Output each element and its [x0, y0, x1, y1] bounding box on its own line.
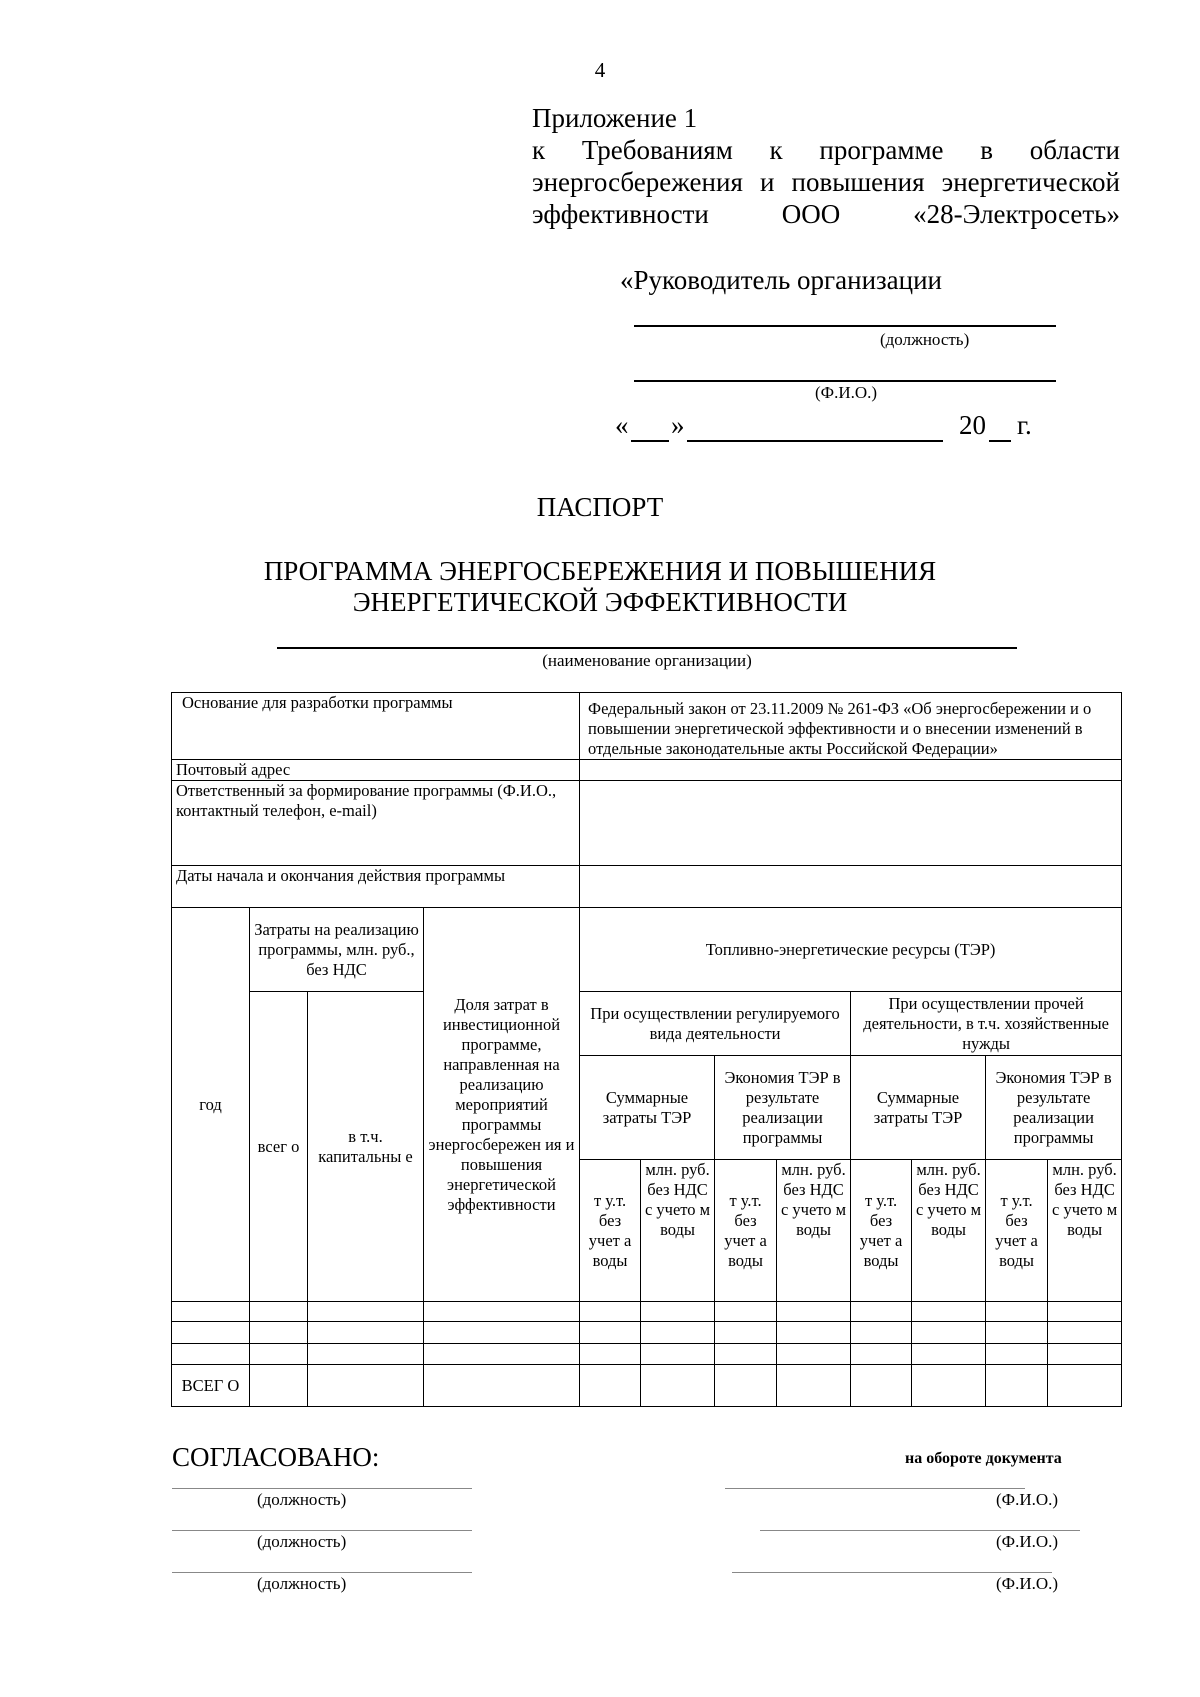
year-blank — [989, 410, 1011, 442]
passport-table — [171, 692, 1122, 1407]
agreed-position-caption-1: (должность) — [257, 1490, 347, 1509]
agreed-name-caption-1: (Ф.И.О.) — [996, 1490, 1059, 1509]
approval-head: «Руководитель организации — [620, 265, 943, 295]
org-name-line — [277, 647, 1017, 649]
agreed-name-line-3 — [732, 1572, 1052, 1573]
unit-mln: млн. руб. без НДС с учето м воды — [641, 1160, 715, 1302]
agreed-name-caption-2: (Ф.И.О.) — [996, 1532, 1059, 1551]
agreed-position-caption-3: (должность) — [257, 1574, 347, 1593]
appendix-block — [532, 102, 1120, 230]
agreed-position-line-2 — [172, 1530, 472, 1531]
subtitle-line-1: ПРОГРАММА ЭНЕРГОСБЕРЕЖЕНИЯ И ПОВЫШЕНИЯ — [263, 556, 937, 586]
table-row — [172, 1302, 1122, 1322]
org-caption: (наименование организации) — [542, 651, 752, 670]
agreed-name-line-1 — [725, 1488, 1025, 1489]
unit-tut: т у.т. без учет а воды — [986, 1160, 1048, 1302]
address-label: Почтовый адрес — [172, 760, 580, 781]
position-caption: (должность) — [880, 330, 970, 349]
position-signature-line — [634, 325, 1056, 327]
agreed-title: СОГЛАСОВАНО: — [172, 1442, 380, 1472]
basis-label: Основание для разработки программы — [172, 693, 580, 760]
regulated-header: При осуществлении регулируемого вида деятельности — [580, 992, 851, 1056]
date-open-quote: « — [615, 410, 629, 440]
dates-label: Даты начала и окончания действия программы — [172, 866, 580, 908]
total-header: всег о — [250, 992, 308, 1302]
day-blank — [631, 410, 669, 442]
reverse-note: на обороте документа — [905, 1450, 1062, 1467]
ter-header: Топливно-энергетические ресурсы (ТЭР) — [580, 908, 1122, 992]
appendix-line-3: эффективности ООО «28-Электросеть» — [532, 199, 1120, 229]
regulated-sum-costs: Суммарные затраты ТЭР — [580, 1056, 715, 1160]
agreed-position-line-1 — [172, 1488, 472, 1489]
approval-date — [615, 410, 1045, 446]
passport-title: ПАСПОРТ — [536, 492, 664, 522]
other-savings: Экономия ТЭР в результате реализации программы — [986, 1056, 1122, 1160]
unit-mln: млн. руб. без НДС с учето м воды — [777, 1160, 851, 1302]
share-header: Доля затрат в инвестиционной программе, направленная на реализацию мероприятий программы энергосбережен ия и повышения энергетической эффективности — [424, 908, 580, 1302]
unit-tut: т у.т. без учет а воды — [715, 1160, 777, 1302]
year-suffix: г. — [1017, 410, 1032, 440]
responsible-value[interactable] — [580, 781, 1122, 866]
costs-header: Затраты на реализацию программы, млн. руб., без НДС — [250, 908, 424, 992]
appendix-line-2: энергосбережения и повышения энергетической — [532, 167, 1120, 197]
table-row — [172, 1322, 1122, 1344]
agreed-position-line-3 — [172, 1572, 472, 1573]
table-row — [172, 1344, 1122, 1365]
total-row — [172, 1365, 1122, 1407]
unit-mln: млн. руб. без НДС с учето м воды — [1048, 1160, 1122, 1302]
other-sum-costs: Суммарные затраты ТЭР — [851, 1056, 986, 1160]
agreed-name-caption-3: (Ф.И.О.) — [996, 1574, 1059, 1593]
responsible-label: Ответственный за формирование программы (Ф.И.О., контактный телефон, e-mail) — [172, 781, 580, 866]
appendix-title: Приложение 1 — [532, 103, 698, 133]
year-header: год — [172, 908, 250, 1302]
page-number: 4 — [594, 58, 606, 82]
total-row-label: ВСЕГ О — [172, 1365, 250, 1407]
unit-tut: т у.т. без учет а воды — [851, 1160, 912, 1302]
unit-tut: т у.т. без учет а воды — [580, 1160, 641, 1302]
subtitle-line-2: ЭНЕРГЕТИЧЕСКОЙ ЭФФЕКТИВНОСТИ — [352, 587, 848, 617]
month-blank — [687, 410, 943, 442]
agreed-name-line-2 — [760, 1530, 1080, 1531]
address-value[interactable] — [580, 760, 1122, 781]
name-caption: (Ф.И.О.) — [815, 383, 878, 402]
other-activity-header: При осуществлении прочей деятельности, в т.ч. хозяйственные нужды — [851, 992, 1122, 1056]
capital-header: в т.ч. капитальны е — [308, 992, 424, 1302]
date-close-quote: » — [671, 410, 685, 440]
basis-value: Федеральный закон от 23.11.2009 № 261-ФЗ «Об энергосбережении и о повышении энергетической эффективности и о внесении изменений в отдельные законодательные акты Российской Федерации» — [580, 693, 1122, 760]
year-prefix: 20 — [959, 410, 986, 440]
agreed-position-caption-2: (должность) — [257, 1532, 347, 1551]
regulated-savings: Экономия ТЭР в результате реализации программы — [715, 1056, 851, 1160]
appendix-line-1: к Требованиям к программе в области — [532, 135, 1120, 165]
name-signature-line — [634, 380, 1056, 382]
passport-subtitle — [0, 556, 1200, 618]
dates-value[interactable] — [580, 866, 1122, 908]
unit-mln: млн. руб. без НДС с учето м воды — [912, 1160, 986, 1302]
